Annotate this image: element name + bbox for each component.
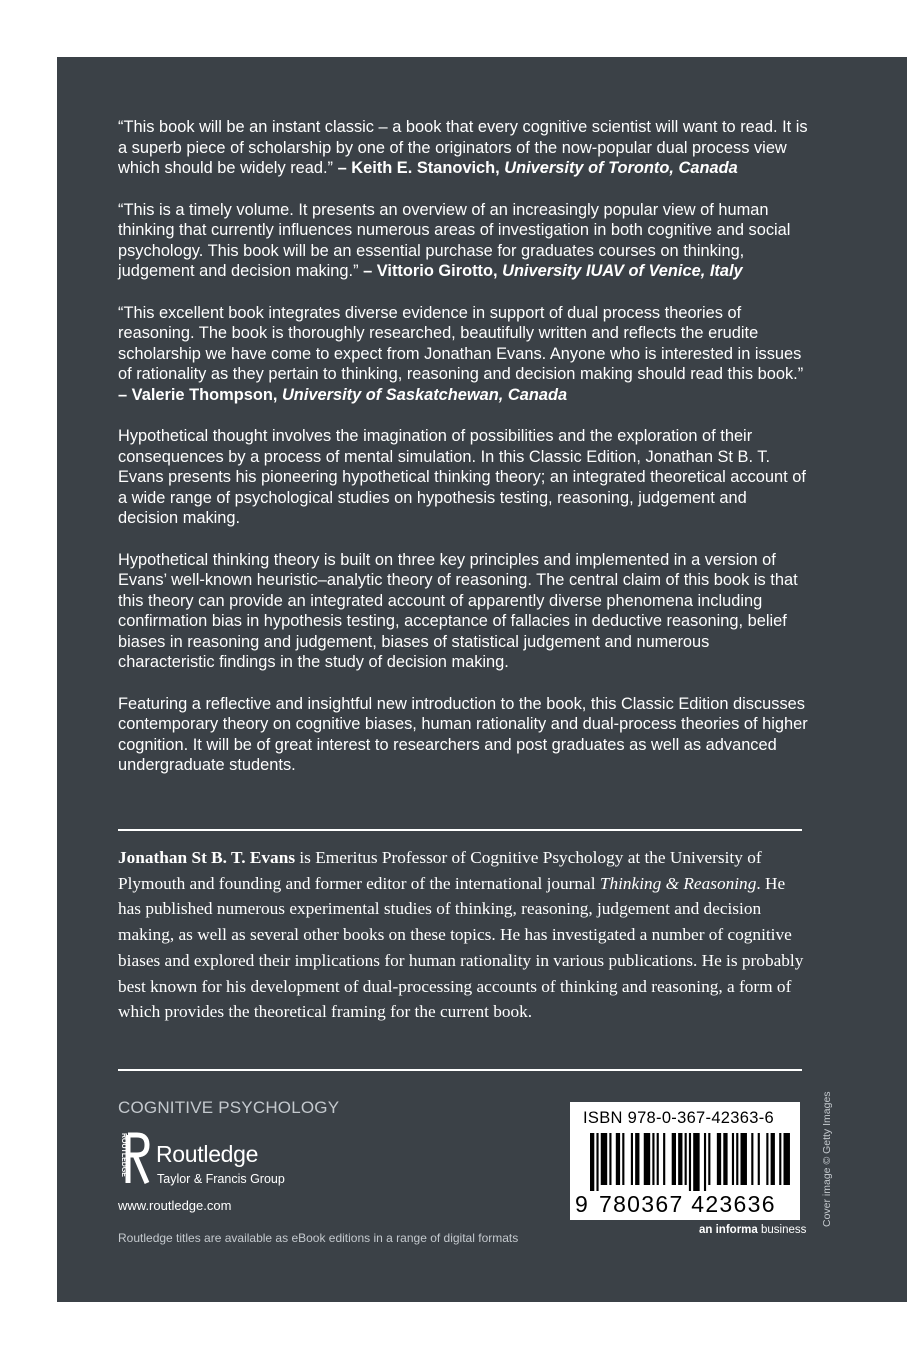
barcode-bar: [657, 1133, 659, 1185]
logo-vertical-text: ROUTLEDGE: [120, 1133, 127, 1177]
informa-business: an informa business: [699, 1224, 807, 1236]
routledge-logo: [115, 1131, 315, 1191]
barcode-bar: [758, 1133, 760, 1185]
journal-title: Thinking & Reasoning: [599, 873, 757, 893]
barcode-bar: [732, 1133, 734, 1185]
endorsement-author: – Vittorio Girotto,: [363, 262, 498, 280]
description-paragraph: Hypothetical thinking theory is built on three key principles and implemented in a version of Evans’ well-known heuristic–analytic theory of reasoning. The central claim of this book is that this theory can provide an integrated account of apparently diverse phenomena including confirmation bias in hypothesis testing, acceptance of fallacies in deductive reasoning, belief biases in reasoning and judgement, biases of statistical judgement and numerous characteristic findings in the study of decision making.: [118, 550, 798, 671]
author-bio: Jonathan St B. T. Evans is Emeritus Professor of Cognitive Psychology at the University of Plymouth and founding and former editor of the international journal Thinking & Reasoning. He has published numerous experimental studies of thinking, reasoning, judgement and decision making, as well as several other books on these topics. He has investigated a number of cognitive biases and explored their implications for human rationality in various publications. He is probably best known for his development of dual-processing accounts of thinking and reasoning, a form of which provides the theoretical framing for the current book.: [118, 848, 804, 1022]
endorsement-affiliation: University of Toronto, Canada: [504, 159, 738, 177]
publisher-group: Taylor & Francis Group: [157, 1172, 285, 1186]
barcode-bar: [723, 1133, 727, 1185]
publisher-name: Routledge: [156, 1141, 259, 1167]
barcode-bar: [685, 1133, 687, 1185]
barcode-bar: [678, 1133, 682, 1185]
endorsement-affiliation: University of Saskatchewan, Canada: [281, 385, 568, 404]
barcode-bar: [689, 1133, 691, 1191]
endorsement-quote: “This excellent book integrates diverse evidence in support of dual process theories of reasoning. The book is thoroughly researched, beautifully written and reflects the erudite scholarship we have come to expect from Jonathan Evans. Anyone who is interested in issues of rationality as they pertain to thinking, reasoning and decision making should read this book.” – Valerie Thompson, University of Saskatchewan, Canada: [118, 303, 804, 404]
barcode-bar: [635, 1133, 639, 1185]
barcode-bar: [717, 1133, 721, 1185]
barcode-bar: [652, 1133, 654, 1185]
barcode-bar: [741, 1133, 747, 1185]
barcode-bar: [704, 1133, 706, 1191]
barcode-bar: [751, 1133, 753, 1185]
description-paragraph: Featuring a reflective and insightful new introduction to the book, this Classic Edition discusses contemporary theory on cognitive biases, human rationality and dual-process theories of higher cognition. It will be of great interest to researchers and post graduates as well as advanced undergraduate students.: [118, 694, 808, 774]
barcode-bar: [616, 1133, 620, 1185]
endorsement-affiliation: University IUAV of Venice, Italy: [502, 262, 743, 280]
barcode-bar: [771, 1133, 775, 1185]
barcode-bar: [596, 1133, 598, 1191]
description-paragraph: Hypothetical thought involves the imagination of possibilities and the exploration of their consequences by a process of mental simulation. In this Classic Edition, Jonathan St B. T. Evans presents his pioneering hypothetical thinking theory; an integrated theoretical account of a wide range of psychological studies on hypothesis testing, reasoning, judgement and decision making.: [118, 427, 806, 527]
barcode-bar: [708, 1133, 710, 1185]
barcode-bar: [663, 1133, 665, 1185]
routledge-r-icon: [115, 1131, 153, 1189]
subject-category: COGNITIVE PSYCHOLOGY: [118, 1098, 340, 1117]
website-link[interactable]: www.routledge.com: [118, 1198, 232, 1213]
barcode-bar: [672, 1133, 676, 1185]
isbn-number: ISBN 978-0-367-42363-6: [583, 1109, 774, 1127]
endorsement-author: – Keith E. Stanovich,: [337, 159, 500, 177]
cover-image-credit: Cover image © Getty Images: [821, 1091, 833, 1227]
barcode-bar: [609, 1133, 611, 1185]
barcode-bar: [736, 1133, 738, 1185]
endorsement-author: – Valerie Thompson,: [118, 385, 278, 404]
barcode-bar: [693, 1133, 699, 1191]
barcode-bar: [590, 1133, 594, 1191]
barcode-bar: [779, 1133, 781, 1185]
barcode-bar: [766, 1133, 768, 1185]
barcode-bar: [631, 1133, 633, 1185]
barcode-icon: [578, 1133, 792, 1191]
barcode-bar: [601, 1133, 607, 1185]
isbn-barcode: ISBN 978-0-367-42363-6 9 780367 423636: [570, 1102, 800, 1220]
barcode-bar: [644, 1133, 650, 1185]
divider: [118, 829, 802, 831]
back-cover: [57, 57, 907, 1302]
barcode-bar: [622, 1133, 624, 1185]
endorsements: [118, 117, 808, 797]
author-name: Jonathan St B. T. Evans: [118, 848, 296, 867]
endorsement-quote: “This is a timely volume. It presents an overview of an increasingly popular view of human thinking that currently influences numerous areas of investigation in both cognitive and social psychology. This book will be an essential purchase for graduates courses on thinking, judgement and decision making.” – Vittorio Girotto, University IUAV of Venice, Italy: [118, 200, 791, 280]
barcode-bar: [784, 1133, 790, 1185]
divider: [118, 1069, 802, 1071]
endorsement-quote: “This book will be an instant classic – a book that every cognitive scientist will want to read. It is a superb piece of scholarship by one of the originators of the now-popular dual process view which should be widely read.” – Keith E. Stanovich, University of Toronto, Canada: [118, 118, 808, 177]
ebook-note: Routledge titles are available as eBook editions in a range of digital formats: [118, 1231, 519, 1245]
